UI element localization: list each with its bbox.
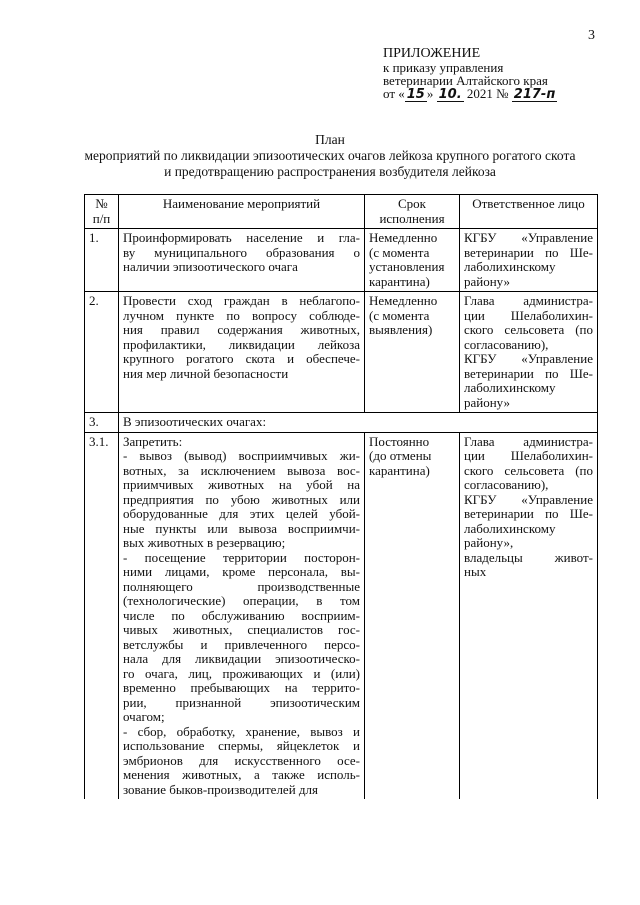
responsible-line: КГБУ «Управление	[464, 491, 593, 507]
responsible-line: ных	[464, 564, 487, 579]
measure-line: профилактики, ликвидации лейкоза	[123, 336, 360, 352]
responsible-line: лаболихинскому	[464, 380, 556, 395]
appendix-line-2: ветеринарии Алтайского края	[383, 73, 548, 88]
responsible-line: КГБУ «Управление	[464, 230, 593, 245]
responsible-line: ветеринарии по Ше-	[464, 506, 593, 521]
header-term	[365, 195, 460, 229]
measure-line: крупного рогатого скота и обеспече-	[123, 351, 360, 366]
appendix-block	[383, 46, 557, 102]
measure-line: ния мер личной безопасности	[123, 365, 289, 381]
measure-line: ву муниципального образования о	[123, 244, 360, 260]
term-cell	[365, 229, 460, 292]
header-num-line: п/п	[92, 210, 111, 226]
measure-line: менения животных, а также исполь-	[123, 767, 360, 782]
measure-line: вотных, за исключением вывоза вос-	[123, 462, 360, 478]
measure-line: приимчивых животных на убой на	[123, 477, 360, 492]
table-row	[85, 432, 598, 799]
measure-line: очагом;	[123, 709, 165, 724]
responsible-line: согласованию),	[464, 477, 549, 492]
term-line: Немедленно	[369, 293, 438, 308]
term-line: карантина)	[369, 462, 430, 478]
plan-header	[60, 132, 600, 180]
term-line: (до отмены	[369, 448, 432, 463]
responsible-cell	[460, 229, 598, 292]
measure-line: вых животных в резервацию;	[123, 535, 286, 550]
appendix-title: ПРИЛОЖЕНИЕ	[383, 46, 481, 61]
term-line: Постоянно	[369, 433, 430, 449]
responsible-line: Глава администра-	[464, 293, 593, 308]
measure-line: - сбор, обработку, хранение, вывоз и	[123, 723, 360, 739]
responsible-line: лаболихинскому	[464, 520, 556, 536]
table-body	[85, 229, 598, 800]
measure-line: В эпизоотических очагах:	[123, 414, 267, 429]
term-line: Немедленно	[369, 230, 438, 245]
measure-line: предприятия по убою животных или	[123, 491, 360, 507]
measure-line: - посещение территории посторон-	[123, 549, 360, 565]
measure-line: лучном пункте по вопросу соблюде-	[123, 307, 360, 323]
measure-line: ные пункты или вывоза восприимчи-	[123, 520, 360, 536]
responsible-line: району»	[464, 273, 511, 289]
measure-line: оборудованные для этих целей убой-	[123, 506, 360, 521]
header-term-line: исполнения	[379, 210, 445, 226]
responsible-line: району»,	[464, 535, 514, 550]
term-cell	[365, 432, 460, 799]
date-prefix: от «	[383, 86, 405, 101]
responsible-line: ветеринарии по Ше-	[464, 365, 593, 381]
appendix-date-line	[383, 87, 557, 102]
table-row	[85, 229, 598, 292]
responsible-line: ветеринарии по Ше-	[464, 244, 593, 260]
header-name: Наименование мероприятий	[119, 195, 365, 229]
table-row	[85, 292, 598, 413]
measure-line: чивых животных, специалистов гос-	[123, 622, 360, 637]
measure-cell	[119, 229, 365, 292]
responsible-line: владельцы живот-	[464, 549, 593, 565]
responsible-line: ции Шелаболихин-	[464, 448, 593, 463]
measures-table	[84, 194, 598, 799]
measure-line: рии, признанной эпизоотическим	[123, 694, 360, 710]
measure-line: временно пребывающих на террито-	[123, 680, 360, 695]
measure-line: (технологические) операции, в том	[123, 593, 360, 608]
responsible-line: согласованию),	[464, 336, 549, 352]
row-number-cell: 1.	[85, 229, 119, 292]
measure-line: эмбрионов для искусственного осе-	[123, 752, 360, 768]
responsible-line: лаболихинскому	[464, 259, 556, 274]
header-resp: Ответственное лицо	[460, 195, 598, 229]
measure-line: - вывоз (вывод) восприимчивых жи-	[123, 448, 360, 463]
responsible-line: КГБУ «Управление	[464, 351, 593, 366]
measure-line: нала для ликвидации эпизоотическо-	[123, 651, 360, 666]
measure-line: Провести сход граждан в неблагопо-	[123, 293, 360, 308]
header-num	[85, 195, 119, 229]
row-number-cell: 3.	[85, 413, 119, 433]
measure-cell	[119, 432, 365, 799]
term-cell	[365, 292, 460, 413]
responsible-cell	[460, 292, 598, 413]
term-line: (с момента	[369, 244, 430, 260]
term-line: установления	[369, 259, 445, 274]
responsible-line: ского сельсовета (по	[464, 462, 593, 478]
date-sep: »	[426, 86, 434, 101]
responsible-line: Глава администра-	[464, 433, 593, 449]
plan-title: План	[315, 132, 345, 147]
page-number: 3	[588, 28, 595, 43]
measure-line: полняющего производственные	[123, 578, 360, 594]
order-number-handwritten: 217-п	[513, 87, 556, 102]
measure-line: наличии эпизоотического очага	[123, 259, 298, 274]
plan-subtitle-line-2: и предотвращению распространения возбудителя лейкоза	[164, 164, 496, 179]
responsible-line: ского сельсовета (по	[464, 322, 593, 337]
measure-cell	[119, 413, 598, 433]
responsible-line: району»	[464, 394, 511, 410]
measure-line: го очага, лиц, проживающих и (или)	[123, 665, 360, 681]
term-line: (с момента	[369, 307, 430, 323]
header-num-line: №	[95, 196, 108, 211]
table-header-row	[85, 195, 598, 229]
responsible-line: ции Шелаболихин-	[464, 307, 593, 323]
table-row	[85, 413, 598, 433]
header-term-line: Срок	[398, 196, 426, 211]
date-day-handwritten: 15	[406, 87, 425, 102]
date-year: 2021 №	[466, 86, 509, 101]
measure-line: использование спермы, яйцеклеток и	[123, 738, 360, 753]
date-month-handwritten: 10.	[438, 87, 462, 102]
measure-cell	[119, 292, 365, 413]
term-line: карантина)	[369, 273, 430, 289]
measure-line: ними лицами, кроме персонала, вы-	[123, 564, 360, 579]
measure-line: Проинформировать население и гла-	[123, 230, 360, 245]
appendix-line-1: к приказу управления	[383, 60, 504, 75]
measure-line: ветслужбы и привлеченного персо-	[123, 636, 360, 652]
measure-line: числе по обслуживанию восприим-	[123, 607, 360, 623]
responsible-cell	[460, 432, 598, 799]
measure-line: Запретить:	[123, 433, 183, 449]
term-line: выявления)	[369, 322, 433, 337]
row-number-cell: 2.	[85, 292, 119, 413]
plan-subtitle-line-1: мероприятий по ликвидации эпизоотических очагов лейкоза крупного рогатого скота	[84, 148, 576, 163]
row-number-cell: 3.1.	[85, 432, 119, 799]
measure-line: ния правил содержания животных,	[123, 322, 360, 337]
measure-line: зование быков-производителей для	[123, 781, 318, 797]
